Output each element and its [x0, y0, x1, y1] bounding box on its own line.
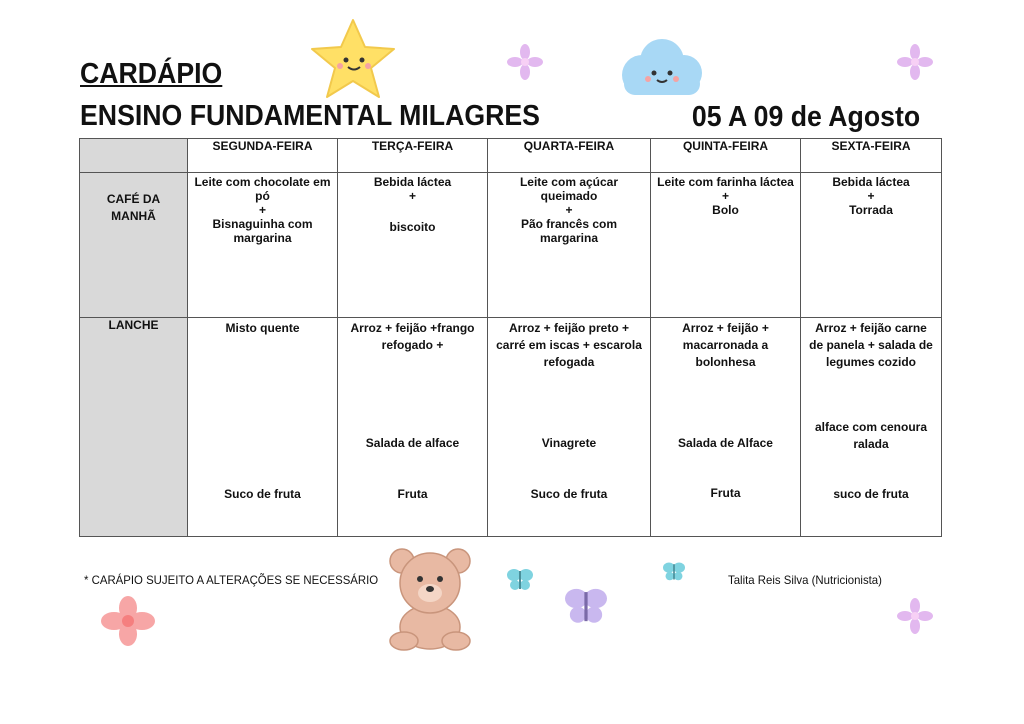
nutritionist-signature: Talita Reis Silva (Nutricionista)	[728, 573, 882, 587]
table-row-cafe	[80, 173, 942, 318]
menu-text: queimado	[540, 189, 598, 203]
header-row	[80, 139, 942, 173]
disclaimer-note: * CARÁPIO SUJEITO A ALTERAÇÕES SE NECESSÁRIO	[84, 573, 379, 587]
menu-cell	[651, 318, 801, 537]
menu-text: de panela + salada de	[809, 338, 933, 352]
menu-text: Pão francês com	[520, 217, 618, 231]
cloud-decoration	[612, 33, 708, 103]
butterfly-icon	[506, 566, 534, 592]
menu-text: Leite com chocolate em	[194, 175, 331, 189]
day-header: TERÇA-FEIRA	[338, 139, 488, 173]
menu-text: Misto quente	[225, 321, 300, 335]
menu-text: Vinagrete	[541, 436, 597, 450]
menu-text: refogada	[543, 355, 595, 369]
butterfly-icon	[662, 560, 686, 582]
row-label: LANCHE	[108, 318, 159, 332]
menu-text: margarina	[233, 231, 292, 245]
flower-icon	[897, 598, 933, 634]
menu-text: Salada de Alface	[678, 436, 773, 450]
day-header: QUARTA-FEIRA	[488, 139, 651, 173]
menu-title: CARDÁPIO	[80, 58, 223, 90]
menu-text: Bisnaguinha com	[212, 217, 313, 231]
menu-text: Arroz + feijão preto +	[508, 321, 630, 335]
menu-text: Suco de fruta	[530, 487, 608, 501]
star-decoration	[308, 15, 398, 105]
menu-text: pó	[255, 189, 270, 203]
menu-text: suco de fruta	[833, 487, 909, 501]
menu-text: Torrada	[849, 203, 893, 217]
butterfly-icon	[563, 584, 609, 626]
menu-cell	[488, 173, 651, 318]
menu-text: +	[565, 203, 573, 217]
menu-text: Bebida láctea	[373, 175, 452, 189]
menu-text: Suco de fruta	[224, 487, 301, 501]
menu-text: Bebida láctea	[832, 175, 910, 189]
menu-cell	[801, 318, 942, 537]
menu-text: Salada de alface	[365, 436, 460, 450]
flower-icon	[897, 44, 933, 80]
day-header: SEXTA-FEIRA	[801, 139, 942, 173]
menu-cell	[188, 173, 338, 318]
menu-text: +	[408, 189, 416, 203]
menu-text: ralada	[853, 437, 889, 451]
week-dates: 05 A 09 de Agosto	[691, 101, 920, 133]
school-name: ENSINO FUNDAMENTAL MILAGRES	[80, 100, 540, 132]
day-header: SEGUNDA-FEIRA	[188, 139, 338, 173]
menu-text: bolonhesa	[695, 355, 756, 369]
menu-cell	[188, 318, 338, 537]
menu-text: macarronada a	[682, 338, 769, 352]
menu-text: Arroz + feijão carne	[815, 321, 927, 335]
menu-text: Fruta	[710, 486, 741, 500]
menu-text: Leite com açúcar	[519, 175, 619, 189]
menu-text: alface com cenoura	[814, 420, 928, 434]
menu-cell	[338, 318, 488, 537]
menu-text: carré em iscas + escarola	[496, 338, 642, 352]
menu-text: Bolo	[712, 203, 739, 217]
teddy-bear-decoration	[382, 547, 478, 651]
menu-text: margarina	[539, 231, 599, 245]
menu-text: Fruta	[397, 487, 428, 501]
menu-text: +	[867, 189, 875, 203]
table-corner	[80, 139, 188, 173]
row-header-cafe	[80, 173, 188, 318]
row-label: CAFÉ DA	[106, 192, 161, 206]
flower-icon	[98, 596, 158, 646]
menu-text: Leite com farinha láctea	[657, 175, 794, 189]
menu-cell	[338, 173, 488, 318]
row-label: MANHÃ	[111, 209, 156, 223]
menu-text: Arroz + feijão +	[682, 321, 769, 335]
menu-text: biscoito	[389, 220, 436, 234]
menu-cell	[651, 173, 801, 318]
row-header-lanche	[80, 318, 188, 537]
menu-text: Arroz + feijão +frango	[350, 321, 475, 335]
menu-text: refogado +	[381, 338, 444, 352]
menu-cell	[488, 318, 651, 537]
menu-text: +	[721, 189, 729, 203]
day-header: QUINTA-FEIRA	[651, 139, 801, 173]
flower-icon	[507, 44, 543, 80]
menu-cell	[801, 173, 942, 318]
menu-text	[338, 203, 487, 220]
menu-table	[79, 138, 942, 537]
table-row-lanche	[80, 318, 942, 537]
menu-text: +	[258, 203, 266, 217]
menu-text: legumes cozido	[825, 355, 917, 369]
